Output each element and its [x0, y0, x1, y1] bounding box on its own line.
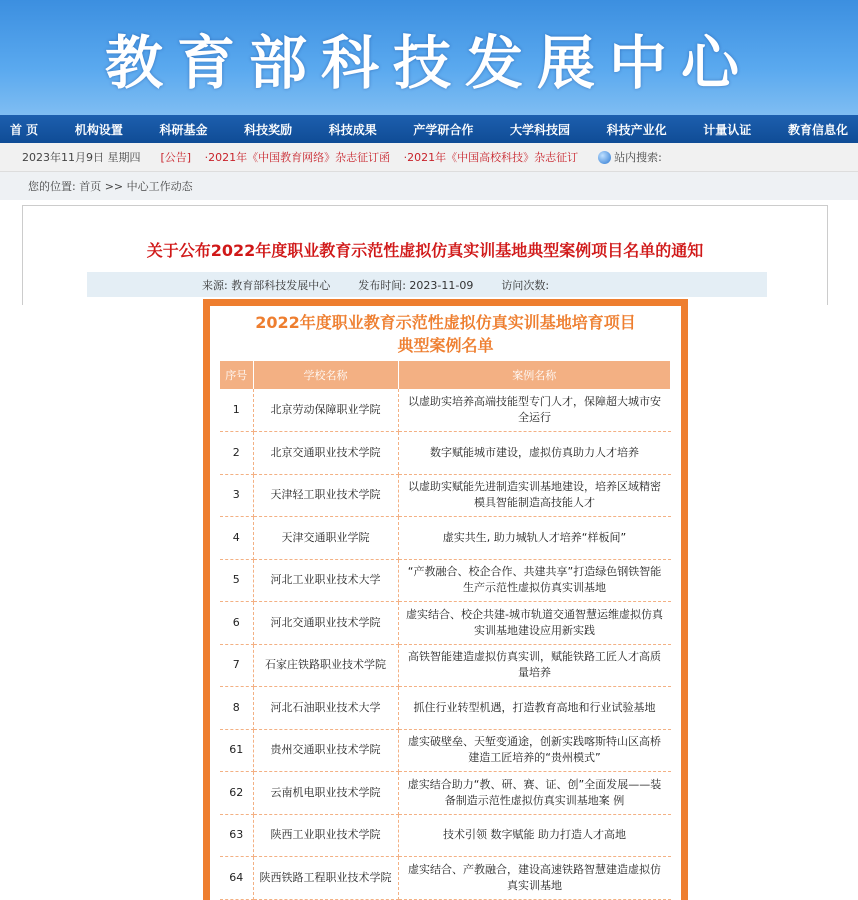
header-index: 序号: [220, 361, 253, 389]
article-title: 关于公布2022年度职业教育示范性虚拟仿真实训基地典型案例项目名单的通知: [146, 241, 704, 260]
table-row: [220, 559, 671, 602]
school-name: 陕西工业职业技术学院: [253, 814, 398, 857]
header-case: 案例名称: [398, 361, 671, 389]
case-name: 以虚助实培养高端技能型专门人才，保障超大城市安全运行: [398, 389, 671, 432]
row-index: 6: [220, 602, 253, 645]
search-icon[interactable]: [598, 151, 611, 164]
current-date: 2023年11月9日 星期四: [22, 151, 141, 164]
row-index: 3: [220, 474, 253, 517]
case-table: [220, 361, 671, 900]
case-name: 高铁智能建造虚拟仿真实训，赋能铁路工匠人才高质量培养: [398, 644, 671, 687]
nav-item[interactable]: 机构设置: [74, 122, 123, 137]
site-banner: [0, 0, 858, 115]
list-title-line: 2022年度职业教育示范性虚拟仿真实训基地培育项目: [255, 313, 636, 332]
nav-item[interactable]: 首 页: [10, 122, 39, 137]
article-panel: [22, 205, 828, 305]
case-name: 虚实结合助力“教、研、赛、证、创”全面发展——装备制造示范性虚拟仿真实训基地案 例: [398, 772, 671, 815]
article-visits: 访问次数:: [501, 278, 550, 292]
search-label: 站内搜索:: [614, 151, 662, 164]
nav-item[interactable]: 科技成果: [328, 122, 377, 137]
school-name: 陕西铁路工程职业技术学院: [253, 857, 398, 900]
nav-item[interactable]: 教育信息化: [787, 122, 848, 137]
school-name: 北京交通职业技术学院: [253, 432, 398, 475]
school-name: 天津交通职业学院: [253, 517, 398, 560]
nav-item[interactable]: 科研基金: [159, 122, 208, 137]
table-row: [220, 517, 671, 560]
row-index: 62: [220, 772, 253, 815]
case-name: 抓住行业转型机遇，打造教育高地和行业试验基地: [398, 687, 671, 730]
row-index: 1: [220, 389, 253, 432]
breadcrumb: 您的位置: 首页 >> 中心工作动态: [0, 172, 858, 200]
table-row: [220, 644, 671, 687]
list-title: [220, 311, 671, 357]
school-name: 天津轻工职业技术学院: [253, 474, 398, 517]
table-row: [220, 389, 671, 432]
nav-item[interactable]: 科技奖励: [244, 122, 293, 137]
header-school: 学校名称: [253, 361, 398, 389]
table-row: [220, 729, 671, 772]
school-name: 云南机电职业技术学院: [253, 772, 398, 815]
case-name: 数字赋能城市建设，虚拟仿真助力人才培养: [398, 432, 671, 475]
case-name: “产教融合、校企合作、共建共享”打造绿色钢铁智能生产示范性虚拟仿真实训基地: [398, 559, 671, 602]
school-name: 河北石油职业技术大学: [253, 687, 398, 730]
case-name: 虚实结合、产教融合，建设高速铁路智慧建造虚拟仿真实训基地: [398, 857, 671, 900]
case-name: 虚实共生, 助力城轨人才培养“样板间”: [398, 517, 671, 560]
school-name: 贵州交通职业技术学院: [253, 729, 398, 772]
row-index: 5: [220, 559, 253, 602]
row-index: 4: [220, 517, 253, 560]
school-name: 北京劳动保障职业学院: [253, 389, 398, 432]
school-name: 河北工业职业技术大学: [253, 559, 398, 602]
announcement-link[interactable]: ·2021年《中国高校科技》杂志征订: [403, 151, 579, 164]
main-nav: [0, 115, 858, 143]
case-name: 虚实结合、校企共建-城市轨道交通智慧运维虚拟仿真实训基地建设应用新实践: [398, 602, 671, 645]
row-index: 8: [220, 687, 253, 730]
table-row: [220, 772, 671, 815]
table-row: [220, 857, 671, 900]
row-index: 64: [220, 857, 253, 900]
row-index: 61: [220, 729, 253, 772]
school-name: 河北交通职业技术学院: [253, 602, 398, 645]
article-date: 发布时间: 2023-11-09: [358, 278, 474, 292]
row-index: 2: [220, 432, 253, 475]
row-index: 63: [220, 814, 253, 857]
announce-label: [公告]: [160, 151, 192, 164]
school-name: 石家庄铁路职业技术学院: [253, 644, 398, 687]
table-row: [220, 687, 671, 730]
table-row: [220, 602, 671, 645]
site-title: 教育部科技发展中心: [104, 28, 753, 97]
table-row: [220, 474, 671, 517]
table-row: [220, 432, 671, 475]
announcements: [161, 149, 589, 165]
list-title-line: 典型案例名单: [397, 336, 494, 355]
announcement-link[interactable]: ·2021年《中国教育网络》杂志征订函: [204, 151, 391, 164]
nav-item[interactable]: 大学科技园: [510, 122, 571, 137]
article-meta: [87, 272, 767, 297]
nav-item[interactable]: 产学研合作: [413, 122, 474, 137]
article-source: 来源: 教育部科技发展中心: [202, 278, 331, 292]
case-list-image: [203, 299, 688, 900]
case-name: 技术引领 数字赋能 助力打造人才高地: [398, 814, 671, 857]
nav-item[interactable]: 计量认证: [703, 122, 752, 137]
case-name: 虚实破壁垒、天堑变通途，创新实践喀斯特山区高桥建造工匠培养的“贵州模式”: [398, 729, 671, 772]
row-index: 7: [220, 644, 253, 687]
table-row: [220, 814, 671, 857]
nav-item[interactable]: 科技产业化: [606, 122, 667, 137]
case-name: 以虚助实赋能先进制造实训基地建设，培养区域精密模具智能制造高技能人才: [398, 474, 671, 517]
info-bar: [0, 143, 858, 172]
